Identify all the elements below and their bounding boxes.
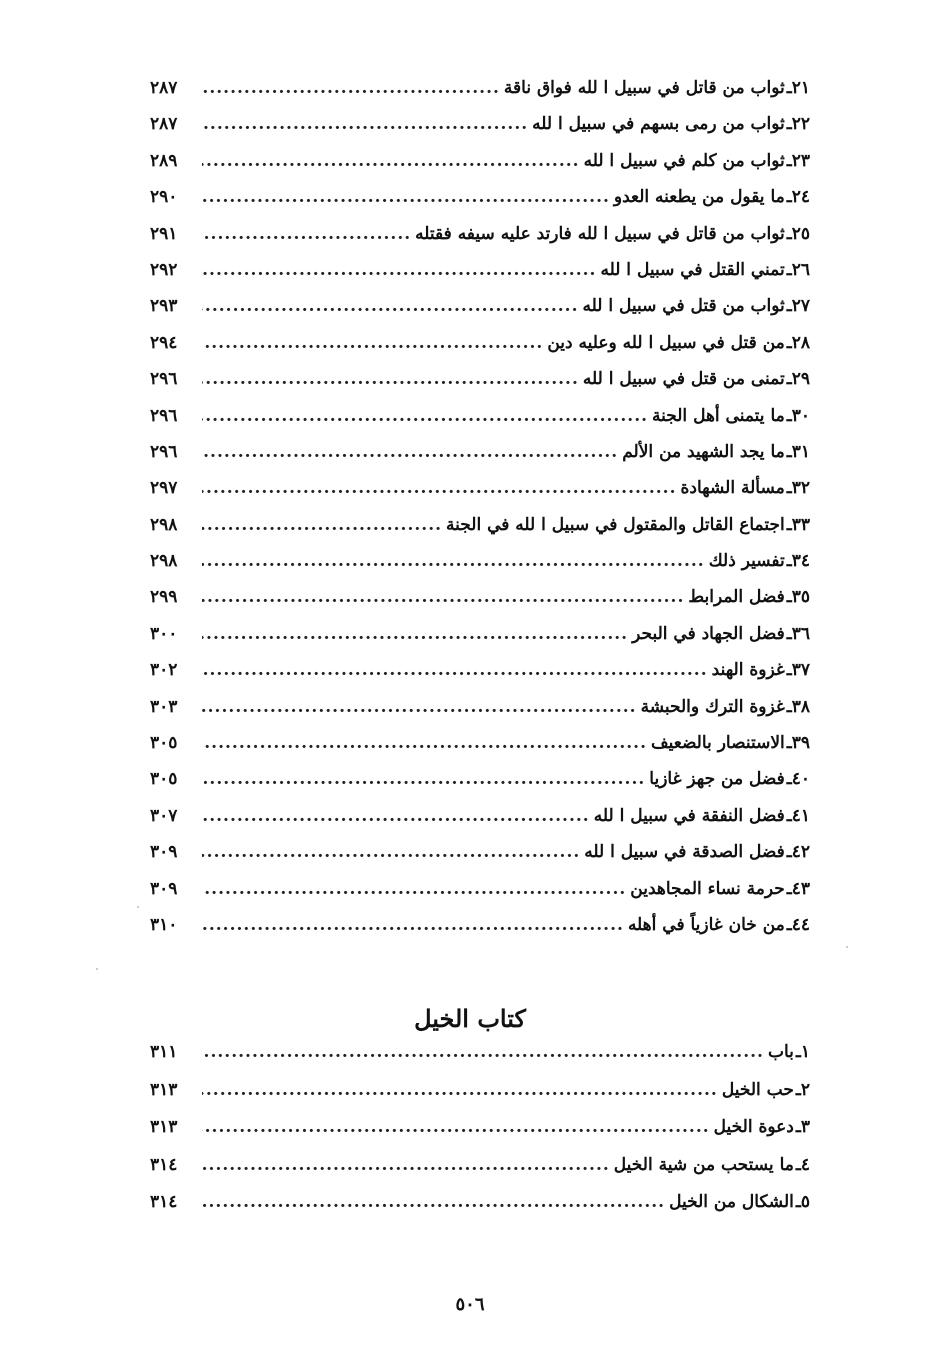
entry-page-number: ٢٩٦ — [150, 441, 178, 462]
entry-page-number: ٢٩٢ — [150, 259, 178, 280]
entry-number: ٢٢ـ — [786, 114, 810, 135]
scan-speck — [846, 946, 848, 948]
toc-entry — [150, 1080, 810, 1118]
entry-page-number: ٣١٣ — [150, 1117, 178, 1137]
entry-page-number: ٢٨٧ — [150, 78, 178, 98]
dot-leader — [202, 260, 596, 280]
toc-entry — [150, 333, 810, 369]
entry-number: ٣١ـ — [786, 441, 810, 462]
toc-entry — [150, 296, 810, 332]
entry-page-number: ٣٠٩ — [150, 878, 178, 899]
entry-number: ٣ـ — [795, 1117, 810, 1137]
toc-entry — [150, 551, 810, 587]
section-table-of-contents — [150, 1042, 810, 1230]
entry-number: ٤ـ — [795, 1154, 810, 1175]
entry-page-number: ٣٠٩ — [150, 842, 178, 863]
toc-entry — [150, 842, 810, 878]
entry-page-number: ٣٠٣ — [150, 696, 178, 717]
entry-number: ٣٠ـ — [786, 405, 810, 426]
entry-title: الاستنصار بالضعيف — [651, 733, 785, 754]
entry-title: من قتل في سبيل ا لله وعليه دين — [547, 332, 785, 353]
entry-title: فضل الجهاد في البحر — [632, 623, 785, 644]
entry-page-number: ٣٠٠ — [150, 623, 178, 644]
entry-title: ما يتمنى أهل الجنة — [652, 405, 785, 426]
entry-title: فضل الصدقة في سبيل ا لله — [584, 842, 785, 863]
dot-leader — [202, 224, 411, 244]
dot-leader — [202, 733, 647, 753]
entry-title: غزوة الهند — [711, 660, 785, 681]
entry-title: تفسير ذلك — [708, 551, 785, 572]
entry-title: حب الخيل — [721, 1079, 794, 1100]
dot-leader — [202, 369, 579, 389]
entry-page-number: ٣١٤ — [150, 1154, 178, 1175]
entry-title: مسألة الشهادة — [680, 478, 785, 499]
entry-number: ٣٤ـ — [786, 551, 810, 572]
toc-entry — [150, 733, 810, 769]
dot-leader — [202, 624, 628, 644]
toc-entry — [150, 1155, 810, 1193]
entry-page-number: ٣٠٧ — [150, 805, 178, 826]
entry-page-number: ٣١٠ — [150, 914, 178, 935]
entry-title: من خان غازياً في أهله — [627, 914, 785, 935]
entry-page-number: ٢٩٤ — [150, 332, 178, 353]
scan-speck — [96, 968, 98, 970]
entry-number: ٢٣ـ — [786, 150, 810, 171]
toc-entry — [150, 224, 810, 260]
entry-page-number: ٢٨٩ — [150, 150, 178, 171]
entry-title: حرمة نساء المجاهدين — [630, 878, 785, 899]
toc-entry — [150, 587, 810, 623]
dot-leader — [202, 1192, 665, 1212]
entry-title: ثواب من قاتل في سبيل ا لله فارتد عليه سيفه فقتله — [415, 223, 785, 244]
entry-title: غزوة الترك والحبشة — [640, 696, 785, 717]
toc-entry — [150, 187, 810, 223]
entry-page-number: ٣١٣ — [150, 1079, 178, 1100]
dot-leader — [202, 879, 626, 899]
entry-number: ٥ـ — [795, 1192, 810, 1212]
dot-leader — [202, 769, 645, 789]
toc-entry — [150, 442, 810, 478]
entry-number: ٤٠ـ — [786, 769, 810, 790]
page-number: ٥٠٦ — [455, 1294, 485, 1315]
entry-title: تمني القتل في سبيل ا لله — [600, 259, 785, 280]
dot-leader — [202, 406, 648, 426]
entry-title: ما يجد الشهيد من الألم — [622, 441, 785, 462]
toc-entry — [150, 1192, 810, 1230]
dot-leader — [202, 442, 618, 462]
entry-page-number: ٣٠٢ — [150, 660, 178, 681]
entry-page-number: ٣٠٥ — [150, 769, 178, 790]
dot-leader — [202, 1042, 764, 1062]
dot-leader — [202, 587, 684, 607]
entry-number: ٢١ـ — [786, 78, 810, 98]
entry-page-number: ٣١١ — [150, 1042, 178, 1062]
entry-number: ٢٩ـ — [786, 369, 810, 390]
dot-leader — [202, 842, 580, 862]
entry-title: تمنى من قتل في سبيل ا لله — [582, 369, 785, 390]
toc-entry — [150, 406, 810, 442]
toc-entry — [150, 806, 810, 842]
toc-entry — [150, 1117, 810, 1155]
entry-number: ٢٤ـ — [786, 187, 810, 208]
entry-title: الشكال من الخيل — [669, 1192, 794, 1212]
entry-number: ١ـ — [795, 1042, 810, 1062]
entry-page-number: ٢٩٦ — [150, 405, 178, 426]
toc-entry — [150, 114, 810, 150]
entry-number: ٢ـ — [795, 1079, 810, 1100]
toc-entry — [150, 478, 810, 514]
section-heading: كتاب الخيل — [414, 1004, 526, 1033]
entry-number: ٣٣ـ — [786, 514, 810, 535]
toc-entry — [150, 697, 810, 733]
entry-number: ٢٦ـ — [786, 259, 810, 280]
toc-entry — [150, 515, 810, 551]
toc-entry — [150, 1042, 810, 1080]
entry-title: باب — [767, 1042, 794, 1062]
entry-title: ما يستحب من شية الخيل — [613, 1154, 794, 1175]
entry-page-number: ٣١٤ — [150, 1192, 178, 1212]
entry-title: ثواب من قتل في سبيل ا لله — [582, 296, 785, 317]
dot-leader — [202, 187, 610, 207]
entry-title: ثواب من قاتل في سبيل ا لله فواق ناقة — [503, 78, 785, 98]
entry-page-number: ٢٩٠ — [150, 187, 178, 208]
entry-title: فضل من جهز غازيا — [649, 769, 785, 790]
dot-leader — [202, 915, 624, 935]
entry-number: ٢٧ـ — [786, 296, 810, 317]
dot-leader — [202, 1117, 710, 1137]
entry-title: ثواب من رمى بسهم في سبيل ا لله — [532, 114, 785, 135]
entry-page-number: ٢٩٨ — [150, 551, 178, 572]
table-of-contents — [150, 78, 810, 951]
entry-number: ٣٢ـ — [786, 478, 810, 499]
dot-leader — [202, 1155, 610, 1175]
entry-title: فضل النفقة في سبيل ا لله — [593, 805, 785, 826]
entry-number: ٣٥ـ — [786, 587, 810, 608]
entry-number: ٤٣ـ — [786, 878, 810, 899]
entry-number: ٢٥ـ — [786, 223, 810, 244]
entry-title: اجتماع القاتل والمقتول في سبيل ا لله في الجنة — [446, 514, 785, 535]
entry-page-number: ٢٩٨ — [150, 514, 178, 535]
dot-leader — [202, 478, 677, 498]
dot-leader — [202, 333, 543, 353]
entry-number: ٤٤ـ — [786, 914, 810, 935]
dot-leader — [202, 296, 579, 316]
dot-leader — [202, 806, 590, 826]
dot-leader — [202, 78, 500, 98]
dot-leader — [202, 515, 442, 535]
entry-page-number: ٢٩١ — [150, 223, 178, 244]
entry-title: دعوة الخيل — [713, 1117, 794, 1137]
scan-speck — [137, 906, 139, 908]
toc-entry — [150, 369, 810, 405]
entry-number: ٣٩ـ — [786, 733, 810, 754]
dot-leader — [202, 697, 637, 717]
entry-page-number: ٣٠٥ — [150, 733, 178, 754]
entry-number: ٣٨ـ — [786, 696, 810, 717]
entry-page-number: ٢٩٩ — [150, 587, 178, 608]
entry-title: ثواب من كلم في سبيل ا لله — [583, 150, 785, 171]
dot-leader — [202, 660, 708, 680]
entry-number: ٣٦ـ — [786, 623, 810, 644]
entry-title: فضل المرابط — [688, 587, 785, 608]
toc-entry — [150, 915, 810, 951]
toc-entry — [150, 660, 810, 696]
toc-entry — [150, 260, 810, 296]
toc-entry — [150, 78, 810, 114]
entry-page-number: ٢٨٧ — [150, 114, 178, 135]
entry-title: ما يقول من يطعنه العدو — [613, 187, 785, 208]
toc-entry — [150, 151, 810, 187]
dot-leader — [202, 114, 528, 134]
toc-entry — [150, 879, 810, 915]
dot-leader — [202, 1080, 718, 1100]
entry-page-number: ٢٩٦ — [150, 369, 178, 390]
dot-leader — [202, 151, 580, 171]
toc-entry — [150, 624, 810, 660]
toc-entry — [150, 769, 810, 805]
entry-number: ٣٧ـ — [786, 660, 810, 681]
entry-number: ٢٨ـ — [786, 332, 810, 353]
entry-page-number: ٢٩٣ — [150, 296, 178, 317]
entry-number: ٤٢ـ — [786, 842, 810, 863]
dot-leader — [202, 551, 705, 571]
entry-page-number: ٢٩٧ — [150, 478, 178, 499]
entry-number: ٤١ـ — [786, 805, 810, 826]
